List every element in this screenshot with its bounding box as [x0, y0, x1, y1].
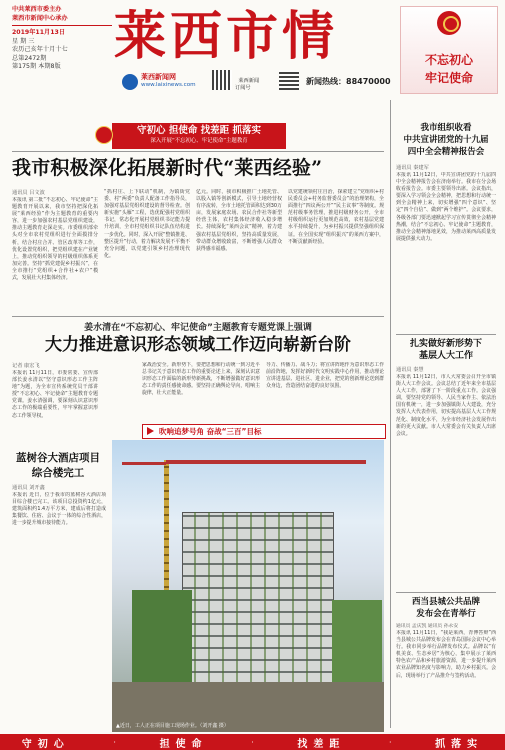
- flag-icon: [437, 11, 461, 35]
- lantian-body: [12, 492, 106, 724]
- lead-byline: 通讯员 吕文波: [12, 190, 45, 196]
- footer-dot-2: ·: [251, 737, 254, 747]
- second-col-2: [142, 362, 260, 420]
- lantian-body-text: 本报讯 近日，位于我市的蓝树谷大酒店项目综合楼已完工。该项目总投资约1亿元，建筑面积约1.4万平方米，建成后将打造成集餐饮、住宿、会议于一体的综合性酒店，进一步提升城市接待能力。: [12, 492, 106, 527]
- qr-label-1-text: 莱西新闻 订阅号: [235, 77, 260, 91]
- second-kicker: 姜水清在“不忘初心、牢记使命”主题教育专题党课上强调: [84, 323, 312, 333]
- second-col-2-text: 家战治安全。新形势下，要把思想和行动统一到习近平总书记关于意识形态工作的重要论述上来，深刻认识意识形态工作面临的新形势新挑战，不断增强做好意识形态工作的责任感使命感。要坚持正确舆论导向，唱响主旋律，壮大正能量。: [142, 362, 260, 397]
- crane-counter-jib: [122, 462, 166, 465]
- photo-caption: 吹响追梦号角 奋战“三百”目标: [159, 427, 262, 436]
- footer-item-1: 守初心: [21, 738, 70, 750]
- right-top-body: [396, 172, 496, 330]
- banner-sub: 深入开展“不忘初心、牢记使命”主题教育: [150, 138, 248, 144]
- issue-lunar: 农历己亥年十月十七: [12, 46, 68, 54]
- lead-col-4: [288, 189, 384, 313]
- lead-col-2-text: “抓村庄、上下联动”机制，为镇街党委、村“两委”负责人配备工作指导员，加强对基层党组织建设的督导检查。创新实施“头雁”工程，选优配强村党组织书记，常态化开展村党组织书记能力提升培训，全市村党组织书记队伍结构进一步优化。同时，深入开展“整镇推进、整区提升”行动，着力解决发展不平衡不充分问题，以党建引领乡村治理现代化。: [104, 189, 190, 259]
- slogan-line1: 不忘初心: [424, 53, 473, 67]
- footer-item-2: 担使命: [159, 738, 208, 750]
- lead-divider: [12, 316, 384, 317]
- right-top-byline: 通讯员 秦建军: [396, 165, 429, 171]
- logo-name: 莱西新闻网: [141, 73, 176, 81]
- lantian-headline-l2: 综合楼完工: [31, 467, 85, 479]
- banner-main: 守初心 担使命 找差距 抓落实: [137, 125, 261, 136]
- qr-label-1: [235, 71, 275, 91]
- footer-item-4: 抓落实: [435, 738, 484, 750]
- right-mid-body: [396, 374, 496, 588]
- second-col-3-text: 导力、传播力、战斗力；将宣讲阵地作为意识形态工作前沿阵地，发挥好新时代文明实践中心作用，推动理论宣讲进基层、进社区、进企业，把党的创新理论送到群众身边，营造团结奋进的良好氛围。: [266, 362, 384, 390]
- right-column-divider: [390, 100, 391, 728]
- right-mid-headline-l2: 基层人大工作: [418, 351, 473, 361]
- second-col-3: [266, 362, 384, 420]
- play-icon: [147, 427, 154, 435]
- right-divider-2: [396, 592, 496, 593]
- lead-col-1-text: 本报讯 第二批“不忘初心、牢记使命”主题教育开展以来，我市坚持把深化拓展“莱西经验”作为主题教育的重要内容，进一步加强农村基层党组织建设，推动主题教育走深走实。市委组织部牵头对全市农村党组织进行全面摸排分析，结合村庄合并、管区改革等工作，优化设置党组织，把党组织建在产业链上，推动党组织领导的村级组织体系更加完善。坚持“抓党建促乡村振兴”，在全市推行“党组织+合作社+农户”模式，发展壮大村集体经济。: [12, 197, 98, 282]
- right-mid-byline: 通讯员 秦慧: [396, 367, 424, 373]
- footer-banner: [0, 734, 505, 750]
- masthead-title: 莱西市情: [114, 6, 339, 67]
- photo-caption-band: [142, 424, 386, 439]
- qr-code-1: [212, 70, 232, 90]
- right-bottom-byline: 通讯员 孟庆凯 通讯员 孙永安: [396, 624, 459, 629]
- right-mid-headline: [396, 338, 496, 362]
- right-bottom-headline-l2: 发布会在青举行: [416, 609, 476, 619]
- banner-emblem-icon: [95, 126, 113, 144]
- lantian-headline: [12, 451, 104, 481]
- right-top-headline-l3: 四中全会精神报告会: [407, 147, 485, 157]
- publisher-line: [12, 6, 112, 23]
- issue-number: 第175期 本期8版: [12, 63, 61, 71]
- lantian-byline: 通讯员 刘开鑫: [12, 485, 45, 491]
- footer-dot-1: ·: [113, 737, 116, 747]
- slogan-line2: 牢记使命: [424, 71, 473, 85]
- logo-url: www.laixinews.com: [141, 82, 196, 88]
- lead-col-2: [104, 189, 190, 313]
- second-col-1: [12, 370, 98, 444]
- issue-weekday: 星 期 三: [12, 37, 35, 45]
- lead-col-1: [12, 197, 98, 313]
- theme-banner: [112, 123, 286, 149]
- right-bottom-body-text: 本报讯 11月11日，“我是莱西，青博答辩”西当县城公共品牌发布会在青岛国际会议中心举行。我市同步举行品牌发布仪式。品牌以“有机美食、生态乡居”为核心，集中展示了莱西特色农产品和乡村旅游资源，进一步提升莱西农业品牌知名度与影响力，助力乡村振兴。会后，现场举行了产品推介与签约活动。: [396, 630, 496, 679]
- right-top-body-text: 本报讯 11月12日，中共宣讲团党的十九届四中全会精神报告会在济南举行。我市在分会场收看报告会。市委主要领导出席。会议指出，要深入学习领会全会精神，把思想和行动统一到全会精神上来，切实增强“四个意识”、坚定“四个自信”、做到“两个维护”。会议要求，各级各部门要迅速掀起学习宣传贯彻全会精神热潮，结合“不忘初心、牢记使命”主题教育，推动全会精神落地见效，为推动莱西高质量发展提供强大动力。: [396, 172, 496, 242]
- lead-headline: 我市积极深化拓展新时代“莱西经验”: [12, 157, 323, 179]
- publisher-line1: 中共莱西市委主办: [12, 6, 62, 13]
- right-bottom-headline: [396, 596, 496, 620]
- lantian-headline-l1: 蓝树谷大酒店项目: [16, 452, 100, 464]
- right-mid-body-text: 本报讯 11月12日，市人大常委会召开全市镇街人大工作会议。会议总结了近年来全市基层人大工作，部署了下一阶段重点工作。会议强调，要坚持党的领导、人民当家作主、依法治国有机统一，进一步加强镇街人大建设，充分发挥人大代表作用，切实提高基层人大工作规范化、制度化水平，为全市经济社会发展作出新的更大贡献。市人大常委会有关负责人出席会议。: [396, 374, 496, 437]
- right-top-headline-l2: 中共宣讲团党的十九届: [403, 135, 489, 145]
- right-top-headline-l1: 我市组织收看: [420, 123, 472, 133]
- second-col-1-text: 本报讯 11月11日，市委常委、宣传部部长姜水清以“坚守意识形态工作主阵地”为题，为全市宣传系统党员干部讲授“不忘初心、牢记使命”主题教育专题党课。姜水清强调，要深刻认识意识形态工作的极端重要性，牢牢掌握意识形态工作领导权。: [12, 370, 98, 419]
- right-bottom-headline-l1: 西当县城公共品牌: [411, 597, 480, 607]
- building-scaffold: [182, 512, 332, 682]
- issue-total: 总第2472期: [12, 54, 47, 62]
- slogan-emblem: [400, 6, 498, 94]
- footer-dot-3: ·: [388, 737, 392, 747]
- second-headline: 大力推进意识形态领域工作迈向崭新台阶: [45, 335, 351, 355]
- publisher-line2: 莱西市新闻中心承办: [12, 14, 68, 22]
- news-hotline: 新闻热线：88470000: [306, 77, 391, 86]
- photo-credit: ▲近日，工人正在项目施工现场作业。（刘开鑫 摄）: [116, 723, 229, 729]
- lead-col-3: [196, 189, 282, 313]
- green-net: [132, 590, 192, 682]
- globe-icon: [122, 74, 138, 90]
- lead-col-4-text: 以党建统领村庄自治，探索建立“党组织+村民委员会+村务监督委员会”的治理架构，全面推行“四议两公开”“民主议事”等制度。规范村级事务管理，推进村级财务公开，全市村级组织运行更加规范高效，农村基层党建水平持续提升，为乡村振兴提供坚强组织保证。在全国实现“组织振兴”的莱西方案中，不断贡献新经验。: [288, 189, 384, 245]
- qr-code-2: [279, 70, 299, 90]
- footer-item-3: 找差距: [297, 738, 346, 750]
- right-mid-headline-l1: 扎实做好新形势下: [409, 339, 482, 349]
- lead-col-3-text: 亿元。同时，我市积极推广土地托管、以股入镇等创新模式，引导土地经营权有序流转，全市土地托管面积达到30万亩，发展家庭农场、农民合作社等新型经营主体，农村集体经济收入稳步增长。持续深化“莱西会议”精神，着力建强农村基层党组织，坚持高质量发展，带动群众增收致富，不断增强人民群众获得感幸福感。: [196, 189, 282, 252]
- construction-photo: [112, 440, 384, 732]
- second-byline: 记者 康宏飞: [12, 363, 40, 369]
- issue-date: 2019年11月13日: [12, 29, 66, 36]
- masthead-divider-left: [12, 25, 112, 26]
- laixinews-logo[interactable]: [122, 72, 200, 94]
- right-top-headline: [396, 122, 496, 158]
- crane-jib: [166, 460, 366, 464]
- issue-info: [12, 29, 112, 72]
- right-bottom-body: [396, 630, 496, 730]
- main-divider-top: [12, 151, 384, 152]
- right-divider-1: [396, 334, 496, 335]
- green-net-2: [332, 600, 382, 682]
